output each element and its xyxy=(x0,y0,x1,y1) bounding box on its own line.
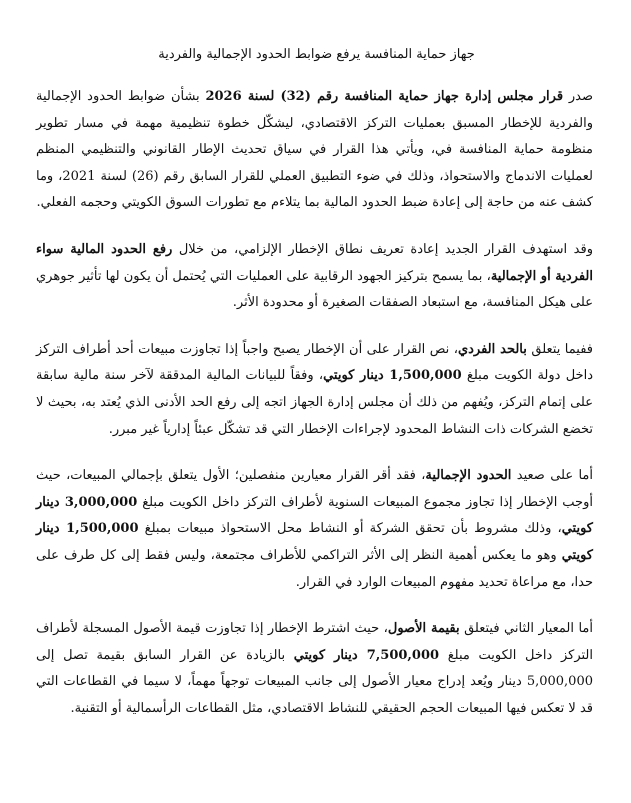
emphasized-text: بقيمة الأصول xyxy=(387,621,460,637)
text-run: بشأن ضوابط الحدود الإجمالية والفردية للإخطار المسبق بعمليات التركز الاقتصادي، ليشكّل خطوة تنظيمية مهمة في مسار تطوير منظومة حماية المنافسة في، ويأتي هذا القرار في سياق تحديث الإطار القانوني والتنظيمي المنظم لعمليات الاندماج والاستحواذ، وذلك في ضوء التطبيق العملي للقرار السابق رقم (26) لسنة 2021، وما كشف عنه من حاجة إلى إعادة ضبط الحدود المالية بما يتلاءم مع تطورات السوق الكويتي وحجمه الفعلي. xyxy=(36,89,594,211)
text-run: ، وفقاً للبيانات المالية المدققة لآخر سنة مالية سابقة على إتمام التركز، ويُفهم من ذلك أن مجلس إدارة الجهاز اتجه إلى رفع الحد الأدنى الذي يُعتد به، بحيث لا تخضع الشركات ذات النشاط المحدود لإجراءات الإخطار التي قد تشكّل عبئاً إدارياً غير مبرر. xyxy=(36,368,593,437)
text-run: ففيما يتعلق xyxy=(526,341,593,357)
text-run: وقد استهدف القرار الجديد إعادة تعريف نطاق الإخطار الإلزامي، من خلال xyxy=(172,241,593,257)
emphasized-text: 3,000,000 دينار كويتي xyxy=(36,494,593,537)
text-run: ، وذلك مشروط بأن تحقق الشركة أو النشاط محل الاستحواذ مبيعات بمبلغ xyxy=(138,521,562,537)
text-run: ، نص القرار على أن الإخطار يصبح واجباً إذا تجاوزت مبيعات أحد أطراف التركز داخل دولة الكويت مبلغ xyxy=(36,341,593,384)
emphasized-text: رفع الحدود المالية سواء الفردية أو الإجمالية xyxy=(36,241,593,284)
paragraph-aggregate-thresholds xyxy=(36,463,593,596)
text-run: ، بما يسمح بتركيز الجهود الرقابية على العمليات التي يُحتمل أن يكون لها تأثير جوهري على هيكل المنافسة، مع استبعاد الصفقات الصغيرة أو محدودة الأثر. xyxy=(36,268,593,311)
paragraph-assets-criterion xyxy=(36,616,593,722)
text-run: أما المعيار الثاني فيتعلق xyxy=(459,621,593,637)
emphasized-text: قرار مجلس إدارة جهاز حماية المنافسة رقم (32) لسنة 2026 xyxy=(205,89,564,104)
emphasized-text: 7,500,000 دينار كويتي xyxy=(293,647,440,663)
paragraph-individual-threshold xyxy=(36,337,593,443)
text-run: ، فقد أقر القرار معيارين منفصلين؛ الأول يتعلق بإجمالي المبيعات، حيث أوجب الإخطار إذا تجاوز مجموع المبيعات السنوية لأطراف التركز داخل الكويت مبلغ xyxy=(36,468,593,510)
emphasized-text: 1,500,000 دينار كويتي xyxy=(36,521,593,563)
text-run: وهو ما يعكس أهمية النظر إلى الأثر التراكمي للأطراف مجتمعة، وليس فقط إلى كل طرف على حدا، مع مراعاة تحديد مفهوم المبيعات الوارد في القرار. xyxy=(36,547,593,590)
paragraph-decision-intro xyxy=(36,84,593,217)
emphasized-text: 1,500,000 دينار كويتي xyxy=(323,368,462,384)
paragraph-scope xyxy=(36,237,593,317)
text-run: أما على صعيد xyxy=(511,468,593,484)
emphasized-text: بالحد الفردي xyxy=(457,341,527,357)
text-run: بالزيادة عن القرار السابق بقيمة تصل إلى 5,000,000 دينار ويُعد إدراج معيار الأصول إلى جانب المبيعات توجهاً مهماً، لا سيما في القطاعات التي قد لا تعكس فيها المبيعات الحجم الحقيقي للنشاط الاقتصادي، مثل القطاعات الرأسمالية أو التقنية. xyxy=(36,647,593,716)
text-run: ، حيث اشترط الإخطار إذا تجاوزت قيمة الأصول المسجلة لأطراف التركز داخل الكويت مبلغ xyxy=(36,621,593,663)
document-title: جهاز حماية المنافسة يرفع ضوابط الحدود الإجمالية والفردية xyxy=(158,47,475,62)
emphasized-text: الحدود الإجمالية xyxy=(425,468,512,484)
text-run: صدر xyxy=(563,89,593,104)
